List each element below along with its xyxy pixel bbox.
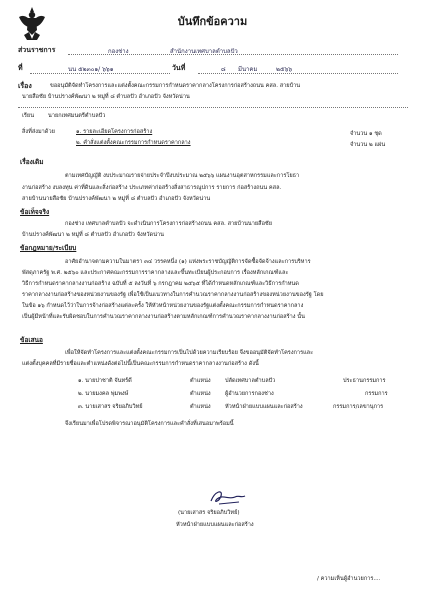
date-label: วันที่ [172, 64, 186, 72]
law-line-5: ในข้อ ๑๖ กำหนดไว้ว่าในการจ้างก่อสร้างแต่ละครั้ง ให้หัวหน้าหน่วยงานของรัฐแต่งตั้งคณะกรรมการกำหนดราคากลาง [22, 303, 304, 309]
date-day: ๘ [221, 66, 226, 73]
agency-value: กองช่าง [108, 48, 129, 55]
handwritten-signature [205, 487, 249, 507]
committee-3-name: ๓. นายเสาสร จริยอภิบวิทย์ [78, 404, 143, 410]
law-line-6: เป็นผู้มีหน้าที่และรับผิดชอบในการคำนวณราคากลางงานก่อสร้างตามหลักเกณฑ์การคำนวณราคากลางงานก่อสร้าง นั้น [22, 314, 305, 320]
facts-line-1: กองช่าง เทศบาลตำบลปัว จะดำเนินการโครงการก่อสร้างถนน คสล. สายบ้านนายสือชัย [65, 221, 273, 227]
background-line-1: ตามเทศบัญญัติ งบประมาณรายจ่ายประจำปีงบประมาณ ๒๕๖๖ แผนงานอุตสาหกรรมและการโยธา [65, 173, 300, 179]
law-line-1: อาศัยอำนาจตามความในมาตรา ๓๔ วรรคหนึ่ง (๑) แห่งพระราชบัญญัติการจัดซื้อจัดจ้างและการบริหาร [65, 259, 311, 265]
date-year: ๒๕๖๖ [276, 66, 293, 73]
attachment-1: ๑. รายละเอียดโครงการก่อสร้าง [76, 129, 153, 135]
law-line-2: พัสดุภาครัฐ พ.ศ. ๒๕๖๐ และประกาศคณะกรรมการราคากลางและขึ้นทะเบียนผู้ประกอบการ เรื่องหลักเกณฑ์และ [22, 270, 289, 276]
continuation-note: / ความเห็นผู้อำนวยการ.... [317, 576, 381, 582]
closing-statement: จึงเรียนมาเพื่อโปรดพิจารณาอนุมัติโครงการและคำสั่งที่เสนอมาพร้อมนี้ [65, 421, 234, 427]
agency-label: ส่วนราชการ [18, 46, 56, 54]
committee-1-pos-label: ตำแหน่ง [190, 378, 211, 384]
background-heading: เรื่องเดิม [20, 158, 44, 166]
committee-2-role: กรรมการ [365, 391, 388, 397]
memo-title: บันทึกข้อความ [177, 15, 248, 28]
date-dotline [198, 73, 398, 74]
attachment-2: ๒. คำสั่งแต่งตั้งคณะกรรมการกำหนดราคากลาง [76, 140, 191, 146]
subject-label: เรื่อง [18, 82, 32, 90]
subject-line-1: ขออนุมัติจัดทำโครงการและแต่งตั้งคณะกรรมการกำหนดราคากลางโครงการก่อสร้างถนน คสล. สายบ้าน [50, 83, 301, 89]
attachment-1-qty: จำนวน ๑ ชุด [350, 131, 382, 137]
date-month: มีนาคม [238, 66, 258, 73]
signer-position: หัวหน้าฝ่ายแบบแผนและก่อสร้าง [176, 522, 254, 528]
signer-name: (นายเสาสร จริยอภิบวิทย์) [178, 510, 240, 516]
subject-line-2: นายสือชัย บ้านปรางค์พัฒนา ๒ หมู่ที่ ๘ ตำบลปัว อำเภอปัว จังหวัดน่าน [22, 94, 190, 100]
subject-divider [18, 107, 408, 108]
to-label: เรียน [22, 113, 35, 119]
committee-1-name: ๑. นายปาชาติ จันทร์ดี [78, 378, 132, 384]
document-number-value: นน ๕๒๓๐๑/ ๖๖๑ [68, 66, 114, 73]
committee-1-role: ประธานกรรมการ [343, 378, 386, 384]
law-line-4: ราคากลางงานก่อสร้างของหน่วยงานของรัฐ เพื่อใช้เป็นแนวทางในการคำนวณราคากลางงานก่อสร้างของหน่วยงานของรัฐ โดย [22, 292, 324, 298]
proposal-heading: ข้อเสนอ [20, 336, 43, 344]
proposal-line-2: แต่งตั้งบุคคลที่มีรายชื่อและตำแหน่งดังต่อไปนี้เป็นคณะกรรมการกำหนดราคากลางงานก่อสร้าง ดังนี้ [22, 361, 259, 367]
facts-heading: ข้อเท็จจริง [20, 208, 50, 216]
background-line-3: สายบ้านนายสือชัย บ้านปรางค์พัฒนา ๒ หมู่ที่ ๘ ตำบลปัว อำเภอปัว จังหวัดน่าน [22, 196, 211, 202]
committee-2-name: ๒. นายมงคล พุ่มพงษ์ [78, 391, 129, 397]
committee-3-pos-label: ตำแหน่ง [190, 404, 211, 410]
document-number-label: ที่ [18, 64, 23, 72]
law-line-3: วิธีการกำหนดราคากลางงานก่อสร้าง ฉบับที่ ๕ ลงวันที่ ๖ กรกฎาคม ๒๕๖๕ ที่ได้กำหนดหลักเกณฑ์และวิธีการกำหนด [22, 281, 299, 287]
committee-3-position: หัวหน้าฝ่ายแบบแผนและก่อสร้าง [225, 404, 303, 410]
committee-3-role: กรรมการ/เลขานุการ [333, 404, 384, 410]
agency-value-office: สำนักงานเทศบาลตำบลปัว [170, 48, 238, 55]
law-heading: ข้อกฎหมาย/ระเบียบ [20, 244, 77, 252]
background-line-2: งานก่อสร้าง งบลงทุน ค่าที่ดินและสิ่งก่อสร้าง ประเภทค่าก่อสร้างสิ่งสาธารณูปการ รายการ ก่อสร้างถนน คสล. [22, 185, 282, 191]
committee-2-position: ผู้อำนวยการกองช่าง [225, 391, 274, 397]
proposal-line-1: เพื่อให้จัดทำโครงการและแต่งตั้งคณะกรรมการเป็นไปด้วยความเรียบร้อย จึงขออนุมัติจัดทำโครงการและ [65, 350, 314, 356]
to-value: นายกเทศมนตรีตำบลปัว [48, 113, 106, 119]
attachments-label: สิ่งที่ส่งมาด้วย [22, 129, 55, 135]
facts-line-2: บ้านปรางค์พัฒนา ๒ หมู่ที่ ๘ ตำบลปัว อำเภอปัว จังหวัดน่าน [22, 232, 164, 238]
attachment-2-qty: จำนวน ๒ แผ่น [350, 142, 386, 148]
committee-2-pos-label: ตำแหน่ง [190, 391, 211, 397]
committee-1-position: ปลัดเทศบาลตำบลปัว [225, 378, 276, 384]
